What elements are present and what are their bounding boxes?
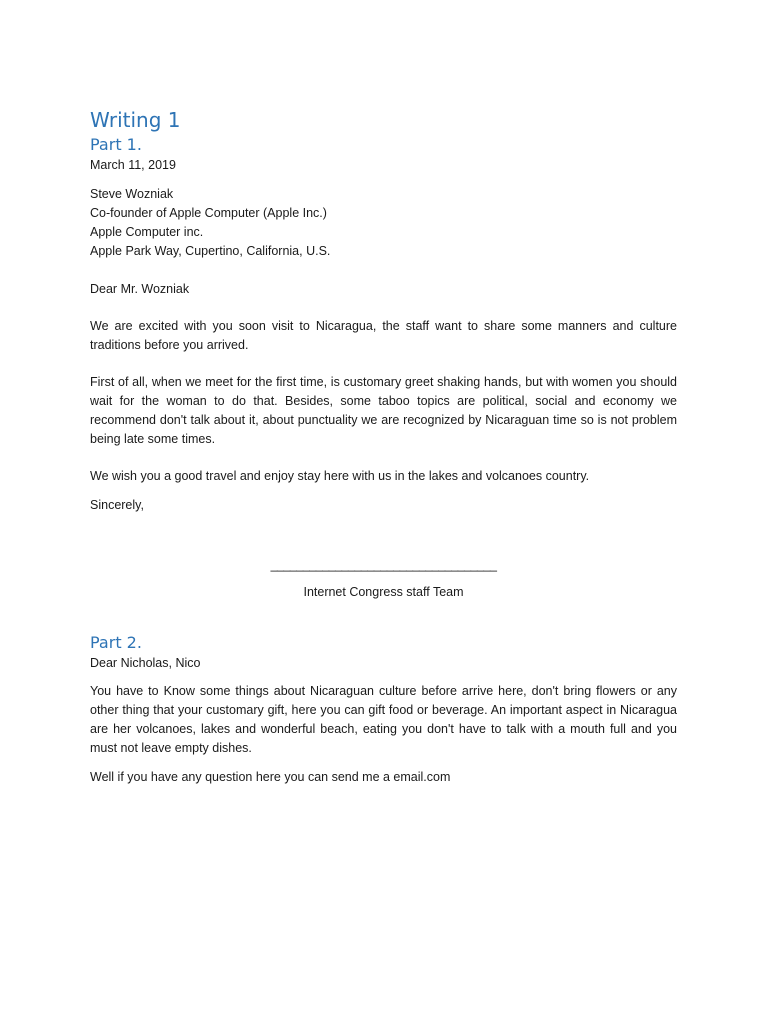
signature-name: Internet Congress staff Team <box>303 585 464 599</box>
part2-paragraph-2: Well if you have any question here you can send me a email.com <box>90 770 451 784</box>
letter-paragraph-1: We are excited with you soon visit to Nicaragua, the staff want to share some manners and culture traditions before you arrived. <box>90 319 677 352</box>
part1-heading: Part 1. <box>90 135 142 154</box>
letter-closing: Sincerely, <box>90 498 144 512</box>
document-body <box>90 106 677 787</box>
part2-salutation: Dear Nicholas, Nico <box>90 656 201 670</box>
part2-heading: Part 2. <box>90 633 142 652</box>
signature-line: ___________________________________ <box>270 558 497 572</box>
recipient-name: Steve Wozniak <box>90 187 174 201</box>
part2-paragraph-1: You have to Know some things about Nicaraguan culture before arrive here, don't bring flowers or any other thing that your customary gift, here you can gift food or beverage. An important aspect in Nicaragua are her volcanoes, lakes and wonderful beach, eating you don't have to talk with a mouth full and you must not leave empty dishes. <box>90 684 677 755</box>
recipient-title: Co-founder of Apple Computer (Apple Inc.) <box>90 206 327 220</box>
letter-paragraph-2: First of all, when we meet for the first time, is customary greet shaking hands, but with women you should wait for the woman to do that. Besides, some taboo topics are political, social and economy we recommend don't talk about it, about punctuality we are recognized by Nicaraguan time so is not problem being late some times. <box>90 375 677 446</box>
letter-salutation: Dear Mr. Wozniak <box>90 282 190 296</box>
letter-paragraph-3: We wish you a good travel and enjoy stay here with us in the lakes and volcanoes country. <box>90 469 590 483</box>
document-title: Writing 1 <box>90 108 181 132</box>
recipient-company: Apple Computer inc. <box>90 225 204 239</box>
recipient-address: Apple Park Way, Cupertino, California, U.S. <box>90 244 331 258</box>
letter-date: March 11, 2019 <box>90 158 176 172</box>
recipient-address-block <box>90 185 677 261</box>
